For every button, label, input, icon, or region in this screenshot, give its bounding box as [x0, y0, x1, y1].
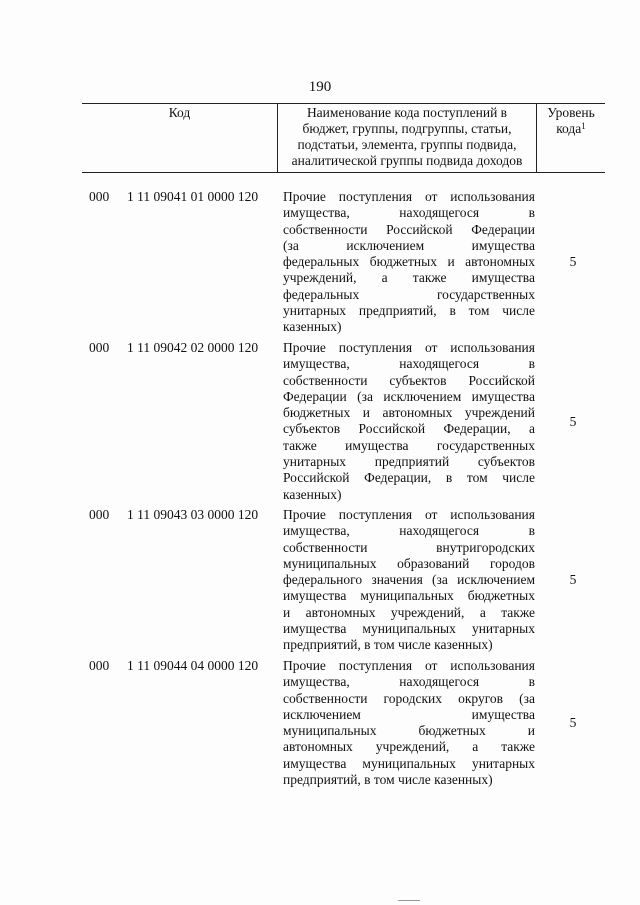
- description-line: имущества, находящегося в: [283, 674, 535, 690]
- description-line: также имущества государственных: [283, 437, 535, 453]
- code-level: 5: [569, 414, 577, 429]
- code-level: 5: [569, 572, 577, 587]
- description-line: Прочие поступления от использования: [283, 189, 535, 204]
- description-line: предприятий, в том числе казенных): [283, 637, 493, 653]
- description-line: собственности городских округов (за: [283, 690, 535, 706]
- header-name-line: Наименование кода поступлений в: [306, 105, 508, 120]
- description-line: федеральных бюджетных и автономных: [283, 254, 535, 270]
- description-line: субъектов Российской Федерации, а: [283, 421, 535, 437]
- table-row: [0, 507, 640, 654]
- table-header: [82, 103, 605, 173]
- revenue-code: 1 11 09042 02 0000 120: [127, 340, 259, 355]
- revenue-description: [283, 658, 535, 788]
- page-number: 190: [308, 79, 332, 95]
- description-line: имущества муниципальных бюджетных: [283, 588, 535, 604]
- description-line: имущества, находящегося в: [283, 205, 535, 221]
- table-row: [0, 658, 640, 788]
- revenue-description: [283, 507, 535, 654]
- header-name-line: подстатьи, элемента, группы подвида,: [297, 137, 517, 152]
- header-level-label-2: кода: [556, 121, 582, 136]
- description-line: Федерации (за исключением имущества: [283, 388, 535, 404]
- header-code-cell: [82, 104, 278, 172]
- admin-code: 000: [89, 507, 110, 522]
- description-line: муниципальных образований городов: [283, 555, 535, 571]
- header-level-label: Уровень: [547, 105, 595, 120]
- admin-code: 000: [89, 340, 110, 355]
- admin-code: 000: [89, 189, 110, 204]
- header-name-line: бюджет, группы, подгруппы, статьи,: [302, 121, 512, 136]
- description-line: казенных): [283, 486, 342, 502]
- description-line: (за исключением имущества: [283, 237, 535, 253]
- description-line: собственности субъектов Российской: [283, 372, 535, 388]
- description-line: предприятий, в том числе казенных): [283, 772, 493, 788]
- header-name-cell: [278, 104, 537, 172]
- table-row: [0, 189, 640, 336]
- description-line: федерального значения (за исключением: [283, 572, 535, 588]
- header-code-label: Код: [168, 105, 191, 120]
- description-line: имущества, находящегося в: [283, 523, 535, 539]
- table-row: [0, 340, 640, 503]
- description-line: унитарных предприятий, в том числе: [283, 303, 535, 319]
- revenue-description: [283, 340, 535, 503]
- code-level: 5: [569, 254, 577, 269]
- revenue-code: 1 11 09043 03 0000 120: [127, 507, 259, 522]
- description-line: учреждений, а также имущества: [283, 270, 535, 286]
- description-line: имущества муниципальных унитарных: [283, 755, 535, 771]
- revenue-description: [283, 189, 535, 336]
- revenue-code: 1 11 09041 01 0000 120: [127, 189, 259, 204]
- description-line: федеральных государственных: [283, 286, 535, 302]
- description-line: Прочие поступления от использования: [283, 340, 535, 355]
- description-line: Российской Федерации, в том числе: [283, 470, 535, 486]
- description-line: казенных): [283, 319, 342, 335]
- description-line: унитарных предприятий субъектов: [283, 454, 535, 470]
- admin-code: 000: [89, 658, 110, 673]
- description-line: исключением имущества: [283, 706, 535, 722]
- description-line: собственности внутригородских: [283, 539, 535, 555]
- revenue-code: 1 11 09044 04 0000 120: [127, 658, 259, 673]
- description-line: бюджетных и автономных учреждений: [283, 405, 535, 421]
- scan-artifact: [398, 900, 420, 901]
- header-level-cell: [537, 104, 605, 172]
- description-line: и автономных учреждений, а также: [283, 604, 535, 620]
- code-level: 5: [569, 715, 577, 730]
- description-line: Прочие поступления от использования: [283, 658, 535, 673]
- description-line: муниципальных бюджетных и: [283, 723, 535, 739]
- description-line: имущества, находящегося в: [283, 356, 535, 372]
- header-level-footnote: 1: [581, 121, 586, 131]
- description-line: собственности Российской Федерации: [283, 221, 535, 237]
- description-line: имущества муниципальных унитарных: [283, 621, 535, 637]
- description-line: автономных учреждений, а также: [283, 739, 535, 755]
- description-line: Прочие поступления от использования: [283, 507, 535, 522]
- header-name-line: аналитической группы подвида доходов: [291, 153, 523, 168]
